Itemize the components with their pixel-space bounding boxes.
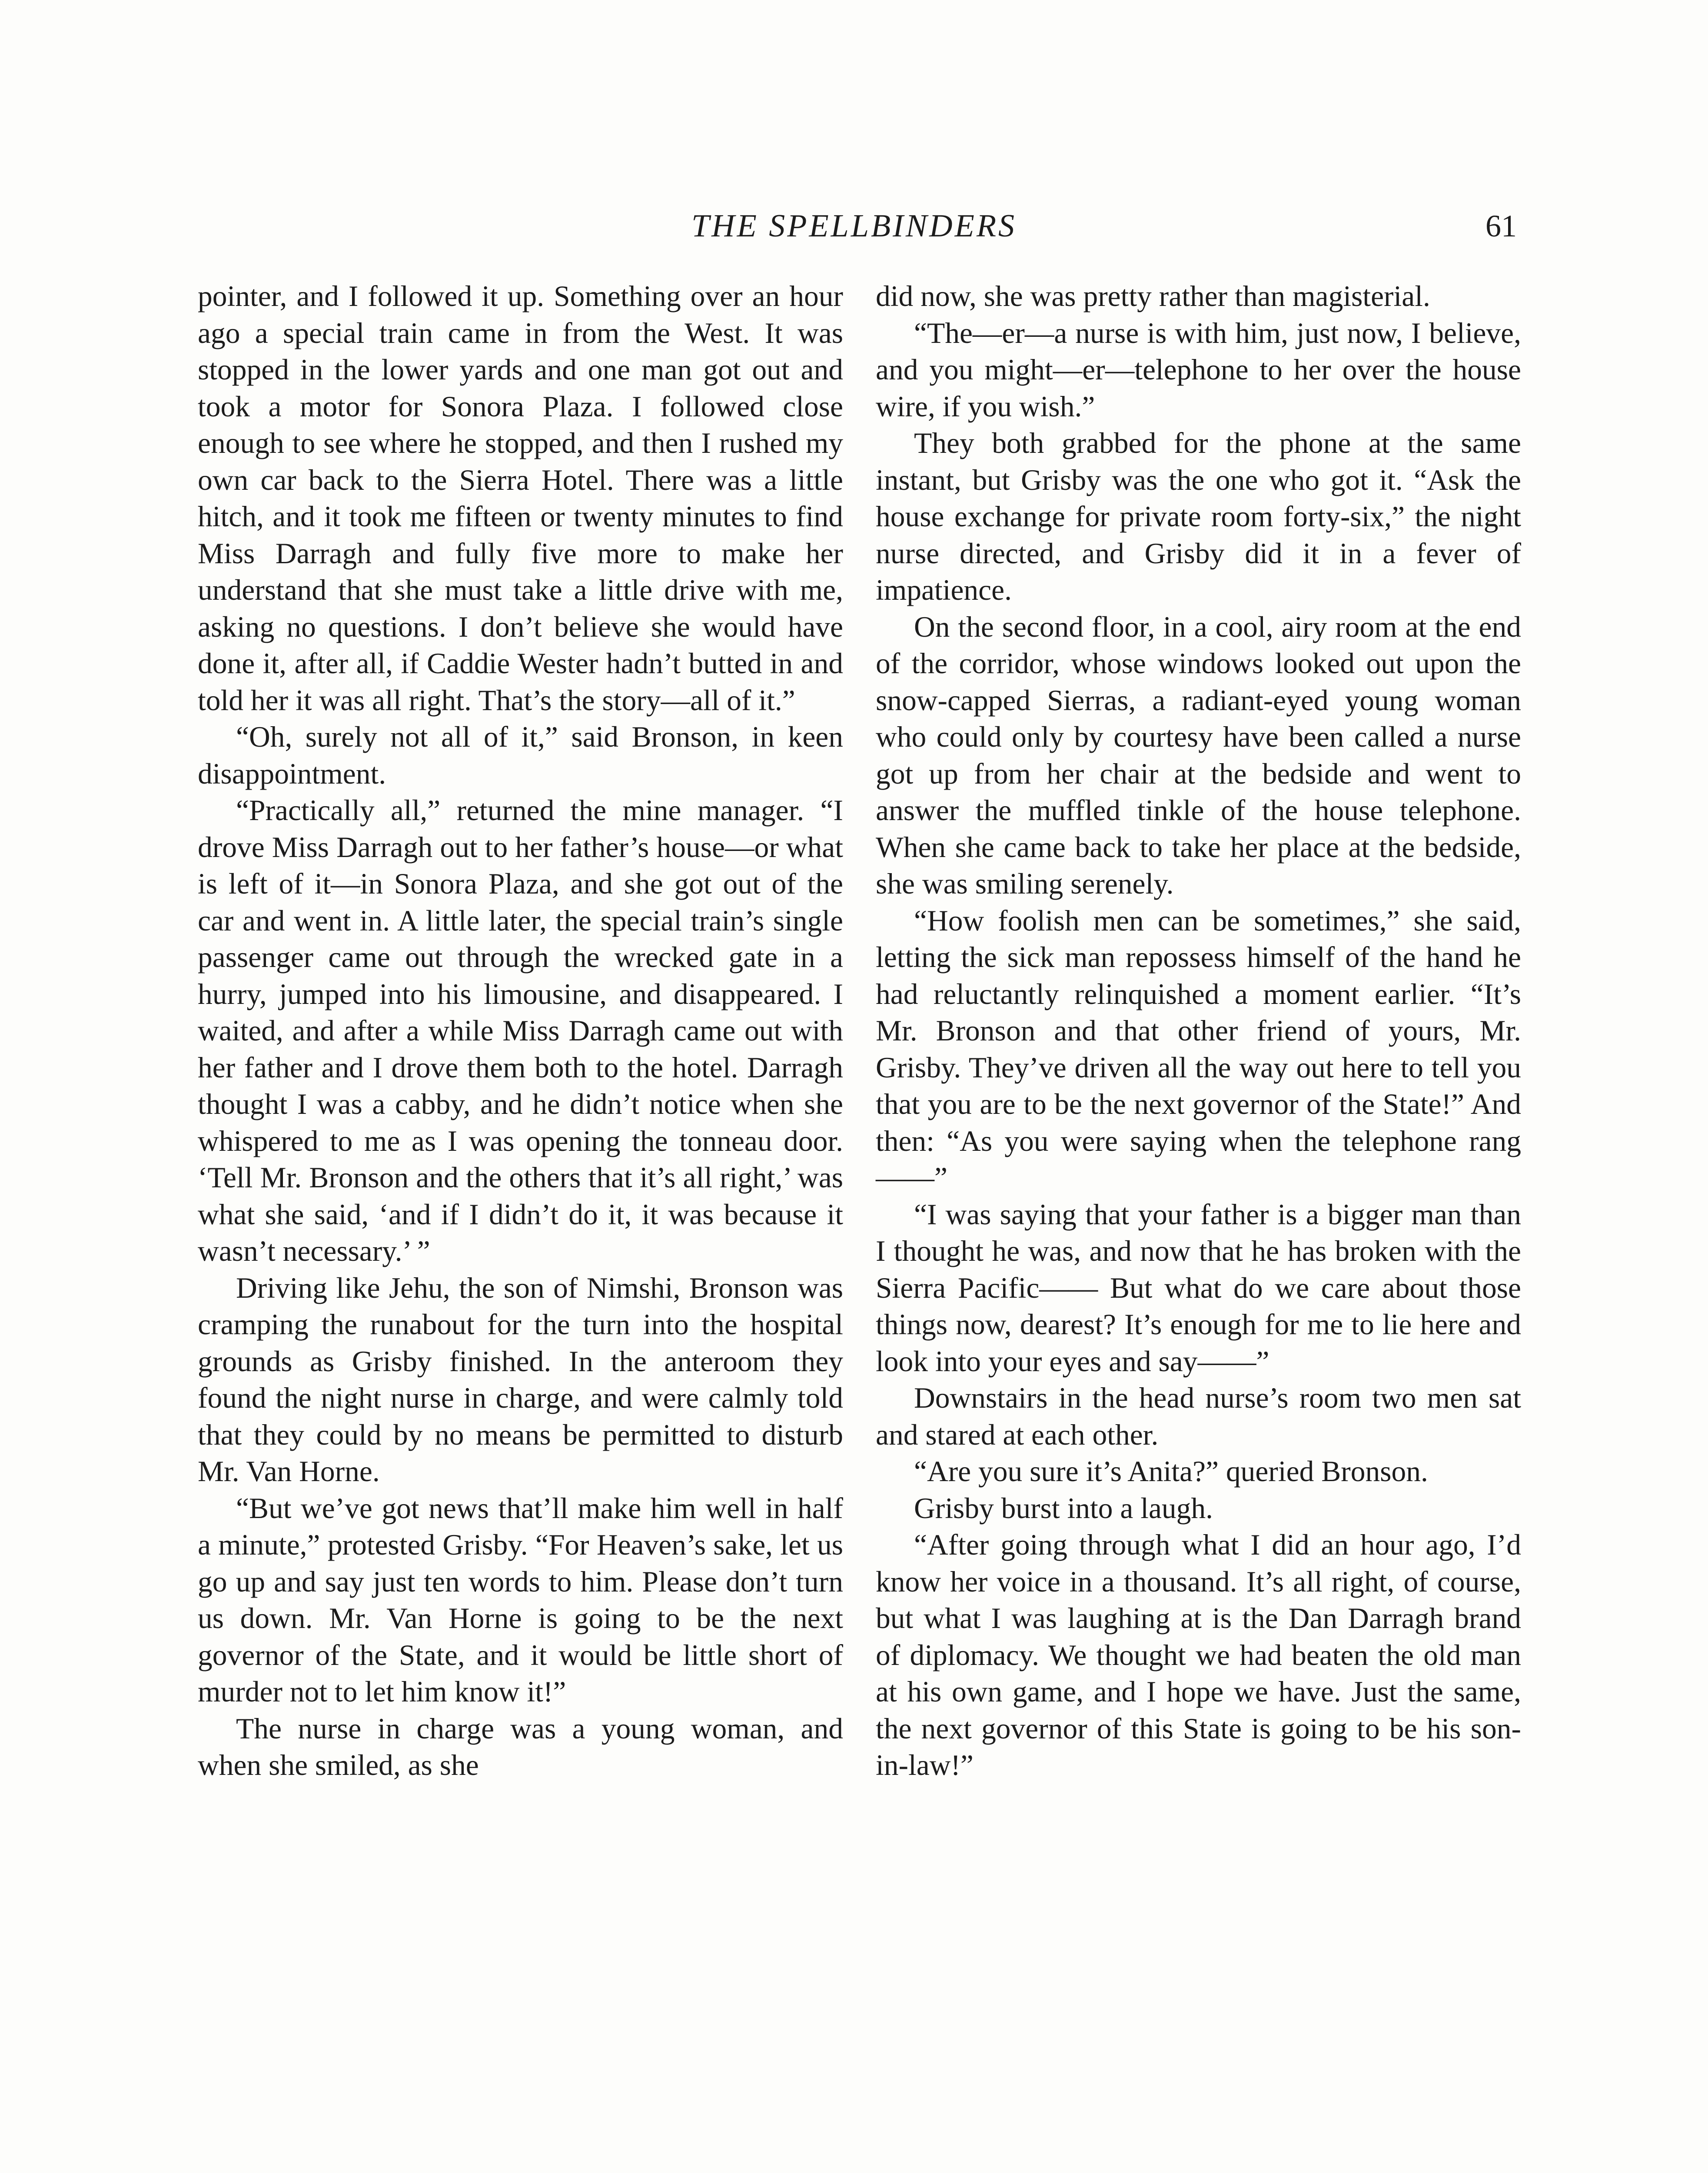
paragraph: The nurse in charge was a young woman, and when she smiled, as she [198,1712,843,1781]
paragraph: did now, she was pretty rather than magisterial. [876,280,1430,312]
paragraph: Driving like Jehu, the son of Nimshi, Bronson was cramping the runabout for the turn into the hospital grounds as Grisby finished. In the anteroom they found the night nurse in charge, and were calmly told that they could by no means be permitted to disturb Mr. Van Horne. [198,1271,843,1488]
paragraph: “Are you sure it’s Anita?” queried Bronson. [914,1455,1428,1488]
running-title: THE SPELLBINDERS [691,208,1017,244]
paragraph: Downstairs in the head nurse’s room two men sat and stared at each other. [876,1382,1521,1451]
page-number: 61 [1485,209,1517,243]
paragraph: pointer, and I followed it up. Something over an hour ago a special train came in from the West. It was stopped in the lower yards and one man got out and took a motor for Sonora Plaza. I followed close enough to see where he stopped, and then I rushed my own car back to the Sierra Hotel. There was a little hitch, and it took me fifteen or twenty minutes to find Miss Darragh and fully five more to make her understand that she must take a little drive with me, asking no questions. I don’t believe she would have done it, after all, if Caddie Wester hadn’t butted in and told her it was all right. That’s the story—all of it.” [198,280,843,717]
page-header [191,200,1517,252]
paragraph: “I was saying that your father is a bigger man than I thought he was, and now that he has broken with the Sierra Pacific—— But what do we care about those things now, dearest? It’s enough for me to lie here and look into your eyes and say——” [876,1198,1521,1378]
paragraph: “But we’ve got news that’ll make him well in half a minute,” protested Grisby. “For Heaven’s sake, let us go up and say just ten words to him. Please don’t turn us down. Mr. Van Horne is going to be the next governor of the State, and it would be little short of murder not to let him know it!” [198,1492,843,1708]
paragraph: “Practically all,” returned the mine manager. “I drove Miss Darragh out to her father’s house—or what is left of it—in Sonora Plaza, and she got out of the car and went in. A little later, the special train’s single passenger came out through the wrecked gate in a hurry, jumped into his limousine, and disappeared. I waited, and after a while Miss Darragh came out with her father and I drove them both to the hotel. Darragh thought I was a cabby, and he didn’t notice when she whispered to me as I was opening the tonneau door. ‘Tell Mr. Bronson and the others that it’s all right,’ was what she said, ‘and if I didn’t do it, it was because it wasn’t necessary.’ ” [198,794,843,1267]
left-column [198,278,843,1784]
paragraph: “Oh, surely not all of it,” said Bronson, in keen disappointment. [198,721,843,790]
paragraph: On the second floor, in a cool, airy room at the end of the corridor, whose windows looked out upon the snow-capped Sierras, a radiant-eyed young woman who could only by courtesy have been called a nurse got up from her chair at the bedside and went to answer the muffled tinkle of the house telephone. When she came back to take her place at the bedside, she was smiling serenely. [876,610,1521,900]
paragraph: “After going through what I did an hour ago, I’d know her voice in a thousand. It’s all right, of course, but what I was laughing at is the Dan Darragh brand of diplomacy. We thought we had beaten the old man at his own game, and I hope we have. Just the same, the next governor of this State is going to be his son-in-law!” [876,1528,1521,1781]
paragraph: “How foolish men can be sometimes,” she said, letting the sick man repossess himself of the hand he had reluctantly relinquished a moment earlier. “It’s Mr. Bronson and that other friend of yours, Mr. Grisby. They’ve driven all the way out here to tell you that you are to be the next governor of the State!” And then: “As you were saying when the telephone rang——” [876,904,1521,1194]
paragraph: “The—er—a nurse is with him, just now, I believe, and you might—er—telephone to her over the house wire, if you wish.” [876,316,1521,423]
paragraph: Grisby burst into a laugh. [914,1492,1213,1525]
paragraph: They both grabbed for the phone at the same instant, but Grisby was the one who got it. “Ask the house exchange for private room forty-six,” the night nurse directed, and Grisby did it in a fever of impatience. [876,427,1521,606]
right-column [876,278,1521,1784]
